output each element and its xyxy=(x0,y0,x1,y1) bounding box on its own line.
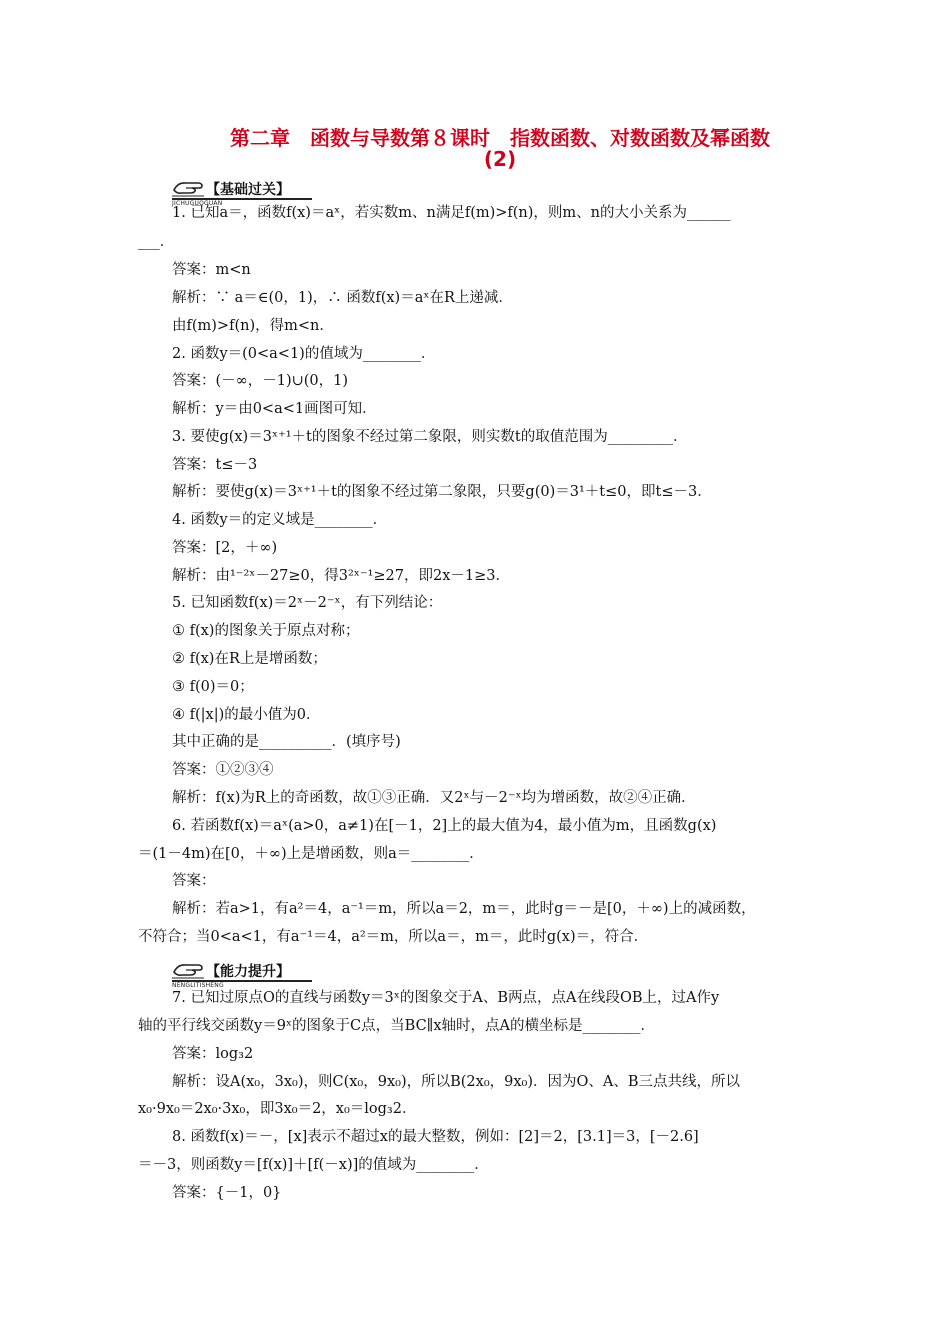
question-line: 5. 已知函数f(x)＝2ˣ－2⁻ˣ，有下列结论： xyxy=(172,595,443,611)
answer-line: 答案：t≤－3 xyxy=(172,457,258,473)
section-pinyin: JICHUGUOGUAN xyxy=(172,200,223,207)
question-line: 3. 要使g(x)＝3ˣ⁺¹＋t的图象不经过第二象限，则实数t的取值范围为_________． xyxy=(172,429,688,445)
question-line: 6. 若函数f(x)＝aˣ(a>0，a≠1)在[－1，2]上的最大值为4，最小值为m，且函数g(x) xyxy=(172,818,717,834)
question-line: 4. 函数y＝的定义域是________． xyxy=(172,512,388,528)
answer-line: 答案：log₃2 xyxy=(172,1046,254,1062)
page-title: 第二章 函数与导数第８课时 指数函数、对数函数及幂函数 xyxy=(230,126,770,150)
text-line: 1. 已知a＝，函数f(x)＝aˣ，若实数m、n满足f(m)>f(n)，则m、n的大小关系为______ xyxy=(172,205,731,221)
analysis-line: 解析：f(x)为R上的奇函数，故①③正确．又2ˣ与－2⁻ˣ均为增函数，故②④正确． xyxy=(172,790,696,806)
analysis-line: 不符合；当0<a<1，有a⁻¹＝4，a²＝m，所以a＝，m＝，此时g(x)＝，符合． xyxy=(138,929,649,945)
pointing-hand-icon xyxy=(172,176,206,198)
question-line: 轴的平行线交函数y＝9ˣ的图象于C点，当BC∥x轴时，点A的横坐标是________． xyxy=(138,1018,656,1034)
answer-line: 答案：①②③④ xyxy=(172,762,274,778)
answer-line: 答案： xyxy=(172,873,216,889)
answer-line: 答案：m<n xyxy=(172,262,251,278)
answer-line: 答案：(－∞，－1)∪(0，1) xyxy=(172,373,349,389)
analysis-line: 解析：设A(x₀，3x₀)，则C(x₀，9x₀)，所以B(2x₀，9x₀)．因为O、A、B三点共线，所以 xyxy=(172,1074,741,1090)
analysis-line: 解析：y＝由0<a<1画图可知． xyxy=(172,401,377,417)
analysis-line: x₀·9x₀＝2x₀·3x₀，即3x₀＝2，x₀＝log₃2． xyxy=(138,1101,417,1117)
option-line: ② f(x)在R上是增函数； xyxy=(172,651,327,667)
question-line: ＝－3，则函数y＝[f(x)]＋[f(－x)]的值域为________． xyxy=(138,1157,489,1173)
section-pinyin: NENGLITISHENG xyxy=(172,982,224,989)
answer-line: 答案：{－1，0} xyxy=(172,1185,282,1201)
option-line: ③ f(0)＝0； xyxy=(172,679,254,695)
section-header-basic xyxy=(172,176,322,207)
question-line: 2. 函数y＝(0<a<1)的值域为________． xyxy=(172,346,436,362)
section-label: 【能力提升】 xyxy=(206,964,290,980)
text-line: 其中正确的是__________．(填序号) xyxy=(172,734,401,750)
section-label: 【基础过关】 xyxy=(206,182,290,198)
question-line: 8. 函数f(x)＝－，[x]表示不超过x的最大整数，例如：[2]＝2，[3.1]＝3，[－2.6] xyxy=(172,1129,699,1145)
text-line: 由f(m)>f(n)，得m<n． xyxy=(172,318,334,334)
text-line: ___． xyxy=(138,234,175,250)
analysis-line: 解析：由¹⁻²ˣ－27≥0，得3²ˣ⁻¹≥27，即2x－1≥3． xyxy=(172,568,511,584)
option-line: ① f(x)的图象关于原点对称； xyxy=(172,623,360,639)
analysis-line: 解析：要使g(x)＝3ˣ⁺¹＋t的图象不经过第二象限，只要g(0)＝3¹＋t≤0，即t≤－3． xyxy=(172,484,712,500)
question-line: ＝(1－4m)在[0，＋∞)上是增函数，则a＝________． xyxy=(138,846,484,862)
question-line: 7. 已知过原点O的直线与函数y＝3ˣ的图象交于A、B两点，点A在线段OB上，过A作y xyxy=(172,990,720,1006)
page-title-suffix: (2) xyxy=(483,147,517,171)
analysis-line: 解析：若a>1，有a²＝4，a⁻¹＝m，所以a＝2，m＝，此时g＝－是[0，＋∞)上的减函数， xyxy=(172,901,756,917)
pointing-hand-icon xyxy=(172,958,206,980)
answer-line: 答案：[2，＋∞) xyxy=(172,540,278,556)
section-header-advanced xyxy=(172,958,322,989)
option-line: ④ f(|x|)的最小值为0． xyxy=(172,707,321,723)
analysis-line: 解析：∵ a＝∈(0，1)，∴ 函数f(x)＝aˣ在R上递减． xyxy=(172,290,513,306)
